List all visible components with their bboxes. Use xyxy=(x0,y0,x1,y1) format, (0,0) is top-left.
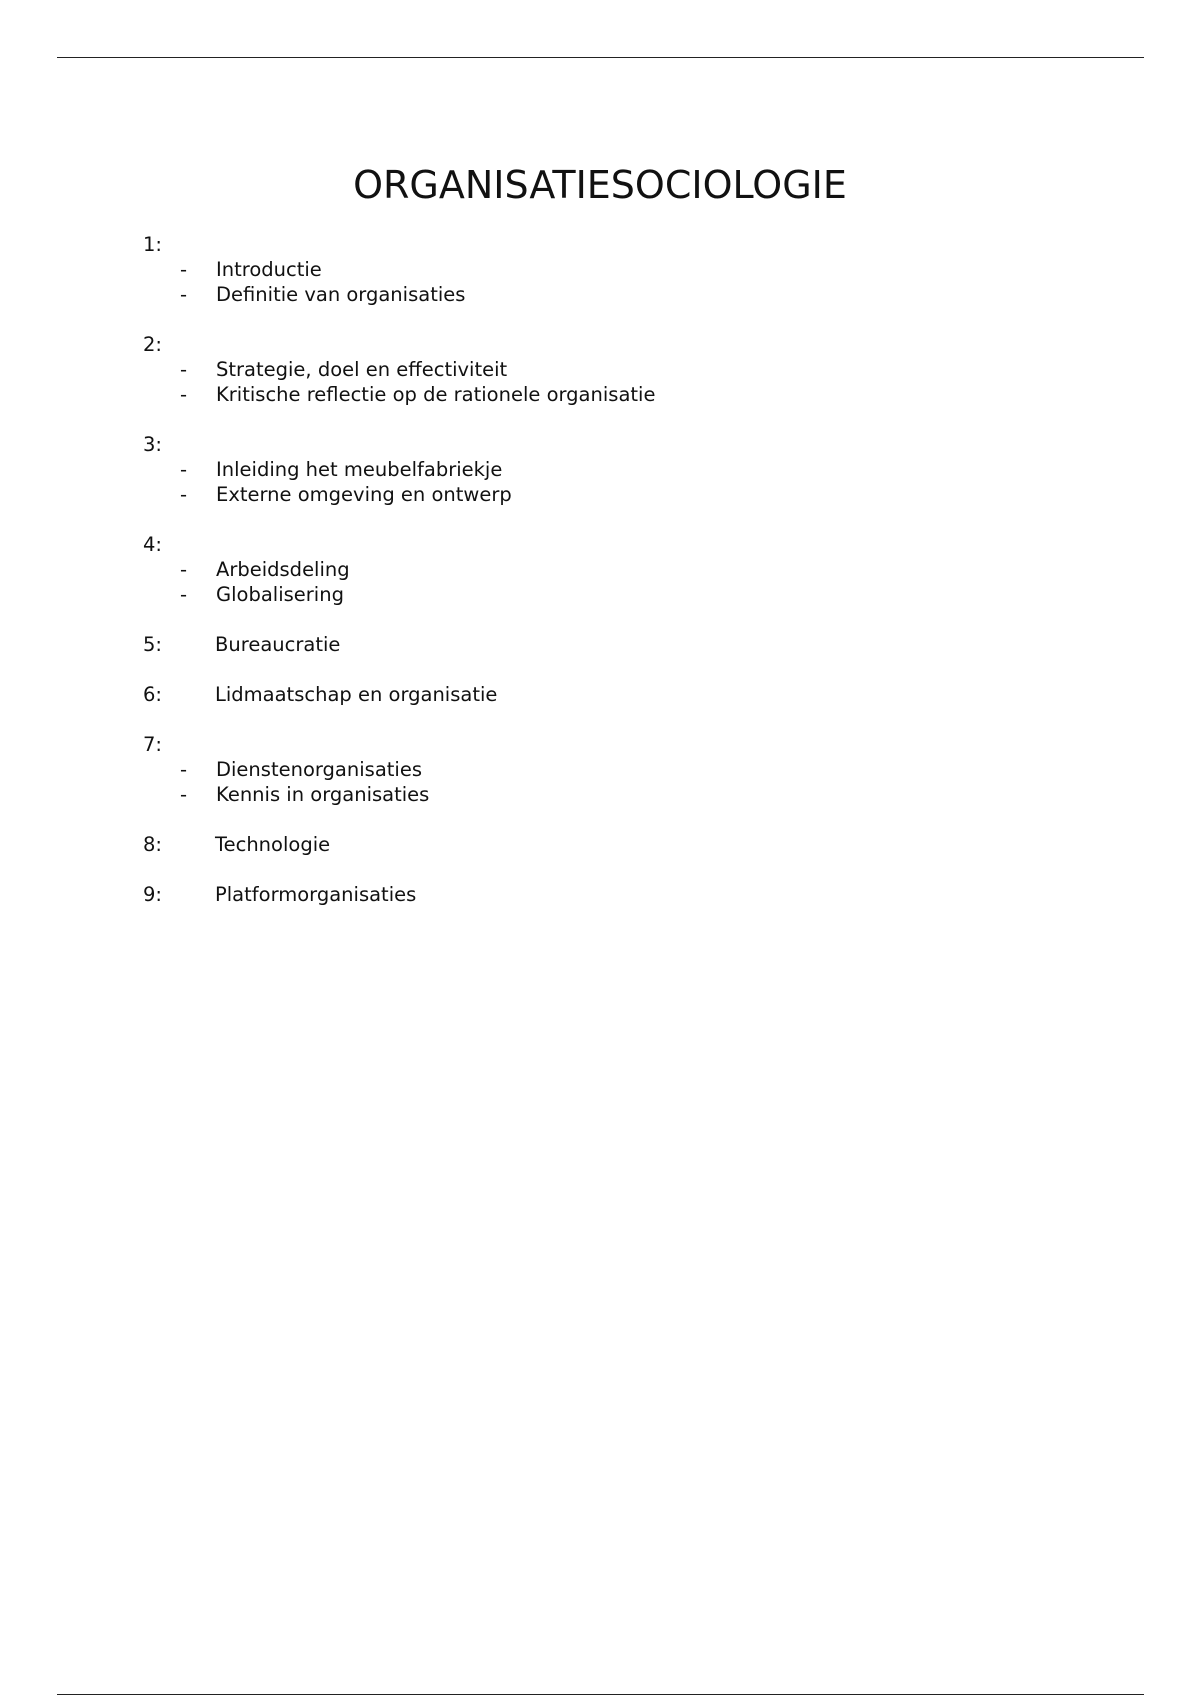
chapter-title: Bureaucratie xyxy=(215,633,341,656)
chapter-title: Lidmaatschap en organisatie xyxy=(215,683,498,706)
chapter-topic: Definitie van organisaties xyxy=(216,283,466,306)
list-item xyxy=(143,557,1043,582)
chapter-7 xyxy=(143,732,1043,807)
chapter-number: 8: xyxy=(143,833,162,856)
chapter-number: 9: xyxy=(143,883,162,906)
chapter-number: 3: xyxy=(143,433,162,456)
chapter-topic: Strategie, doel en effectiviteit xyxy=(216,358,508,381)
chapter-topic: Dienstenorganisaties xyxy=(216,758,422,781)
list-item xyxy=(143,357,1043,382)
header-rule xyxy=(57,57,1144,58)
bullet-dash: - xyxy=(180,783,188,806)
chapter-2 xyxy=(143,332,1043,407)
list-item xyxy=(143,782,1043,807)
bullet-dash: - xyxy=(180,583,188,606)
list-item xyxy=(143,482,1043,507)
chapter-9 xyxy=(143,882,1043,907)
chapter-topic: Globalisering xyxy=(216,583,344,606)
chapter-number: 4: xyxy=(143,533,162,556)
bullet-dash: - xyxy=(180,458,188,481)
chapter-6 xyxy=(143,682,1043,707)
bullet-dash: - xyxy=(180,383,188,406)
chapter-title: Technologie xyxy=(215,833,331,856)
chapter-5 xyxy=(143,632,1043,657)
bullet-dash: - xyxy=(180,258,188,281)
chapter-topic: Inleiding het meubelfabriekje xyxy=(216,458,503,481)
chapter-8 xyxy=(143,832,1043,857)
chapter-topic: Arbeidsdeling xyxy=(216,558,350,581)
list-item xyxy=(143,582,1043,607)
chapter-3 xyxy=(143,432,1043,507)
chapter-1 xyxy=(143,232,1043,307)
bullet-dash: - xyxy=(180,358,188,381)
chapter-topic: Kennis in organisaties xyxy=(216,783,430,806)
bullet-dash: - xyxy=(180,283,188,306)
document-title: ORGANISATIESOCIOLOGIE xyxy=(353,163,847,208)
table-of-contents xyxy=(143,232,1043,932)
bullet-dash: - xyxy=(180,483,188,506)
chapter-number: 7: xyxy=(143,733,162,756)
chapter-number: 1: xyxy=(143,233,162,256)
list-item xyxy=(143,282,1043,307)
list-item xyxy=(143,257,1043,282)
chapter-topic: Introductie xyxy=(216,258,322,281)
list-item xyxy=(143,382,1043,407)
footer-rule xyxy=(57,1694,1144,1695)
chapter-topic: Kritische reflectie op de rationele organisatie xyxy=(216,383,656,406)
list-item xyxy=(143,457,1043,482)
chapter-number: 5: xyxy=(143,633,162,656)
bullet-dash: - xyxy=(180,558,188,581)
chapter-title: Platformorganisaties xyxy=(215,883,417,906)
chapter-number: 6: xyxy=(143,683,162,706)
chapter-4 xyxy=(143,532,1043,607)
chapter-topic: Externe omgeving en ontwerp xyxy=(216,483,512,506)
bullet-dash: - xyxy=(180,758,188,781)
chapter-number: 2: xyxy=(143,333,162,356)
list-item xyxy=(143,757,1043,782)
